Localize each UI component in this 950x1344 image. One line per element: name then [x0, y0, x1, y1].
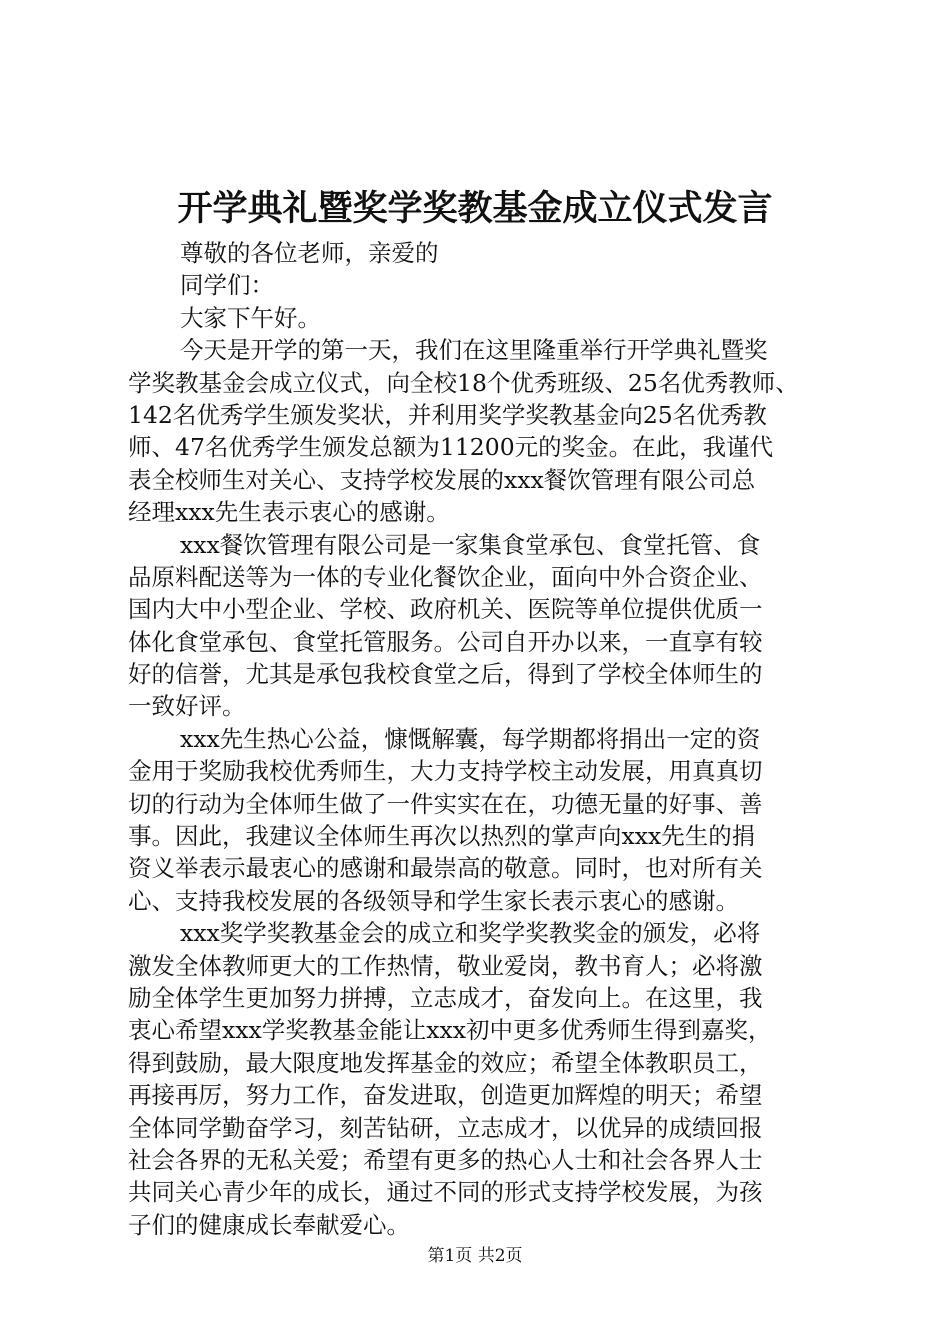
paragraph: [128, 529, 830, 723]
paragraph-line: 金用于奖励我校优秀师生，大力支持学校主动发展，用真真切: [128, 757, 763, 786]
paragraph: [128, 917, 830, 1241]
paragraph-line: 表全校师生对关心、支持学校发展的xxx餐饮管理有限公司总: [128, 465, 756, 494]
paragraph-line: 全体同学勤奋学习，刻苦钻研，立志成才，以优异的成绩回报: [128, 1113, 763, 1142]
paragraph-line: 资义举表示最衷心的感谢和最崇高的敬意。同时，也对所有关: [128, 854, 763, 883]
paragraph-line: 师、47名优秀学生颁发总额为11200元的奖金。在此，我谨代: [128, 433, 774, 462]
paragraph-line: 经理xxx先生表示衷心的感谢。: [128, 498, 450, 527]
paragraph-line: 社会各界的无私关爱；希望有更多的热心人士和社会各界人士: [128, 1145, 763, 1174]
paragraph-line: xxx餐饮管理有限公司是一家集食堂承包、食堂托管、食: [180, 530, 761, 559]
salutation-line: 同学们：: [180, 271, 274, 300]
paragraph: [128, 723, 830, 917]
paragraph-line: 国内大中小型企业、学校、政府机关、医院等单位提供优质一: [128, 595, 763, 624]
paragraph-line: xxx奖学奖教基金会的成立和奖学奖教奖金的颁发，必将: [180, 919, 761, 948]
paragraph-line: 好的信誉，尤其是承包我校食堂之后，得到了学校全体师生的: [128, 660, 763, 689]
paragraph-line: 一致好评。: [128, 692, 246, 721]
paragraph-line: 142名优秀学生颁发奖状，并利用奖学奖教基金向25名优秀教: [128, 400, 767, 429]
document-title: 开学典礼暨奖学奖教基金成立仪式发言: [177, 188, 773, 229]
paragraph-line: 共同关心青少年的成长，通过不同的形式支持学校发展，为孩: [128, 1178, 763, 1207]
greeting-line: 大家下午好。: [180, 303, 321, 332]
paragraph-line: 品原料配送等为一体的专业化餐饮企业，面向中外合资企业、: [128, 562, 763, 591]
paragraph-line: 切的行动为全体师生做了一件实实在在，功德无量的好事、善: [128, 789, 763, 818]
paragraph-line: 励全体学生更加努力拼搏，立志成才，奋发向上。在这里，我: [128, 983, 763, 1012]
paragraph-line: 得到鼓励，最大限度地发挥基金的效应；希望全体教职员工，: [128, 1048, 763, 1077]
paragraph-line: 今天是开学的第一天，我们在这里隆重举行开学典礼暨奖: [180, 336, 768, 365]
paragraph-line: 激发全体教师更大的工作热情，敬业爱岗，教书育人；必将激: [128, 951, 763, 980]
paragraph-line: 心、支持我校发展的各级领导和学生家长表示衷心的感谢。: [128, 886, 739, 915]
paragraph: [128, 334, 830, 528]
document-body: [128, 237, 830, 1241]
salutation-line: 尊敬的各位老师，亲爱的: [180, 239, 439, 267]
page-number-footer: 第1页 共2页: [427, 1246, 523, 1266]
paragraph-line: 再接再厉，努力工作，奋发进取，创造更加辉煌的明天；希望: [128, 1081, 763, 1110]
paragraph-line: 事。因此，我建议全体师生再次以热烈的掌声向xxx先生的捐: [128, 822, 756, 851]
paragraph-line: 学奖教基金会成立仪式，向全校18个优秀班级、25名优秀教师、: [128, 368, 799, 397]
paragraph-line: 子们的健康成长奉献爱心。: [128, 1210, 410, 1239]
paragraph-line: 体化食堂承包、食堂托管服务。公司自开办以来，一直享有较: [128, 627, 763, 656]
paragraph-line: 衷心希望xxx学奖教基金能让xxx初中更多优秀师生得到嘉奖，: [128, 1016, 772, 1045]
paragraph-line: xxx先生热心公益，慷慨解囊，每学期都将捐出一定的资: [180, 724, 761, 753]
